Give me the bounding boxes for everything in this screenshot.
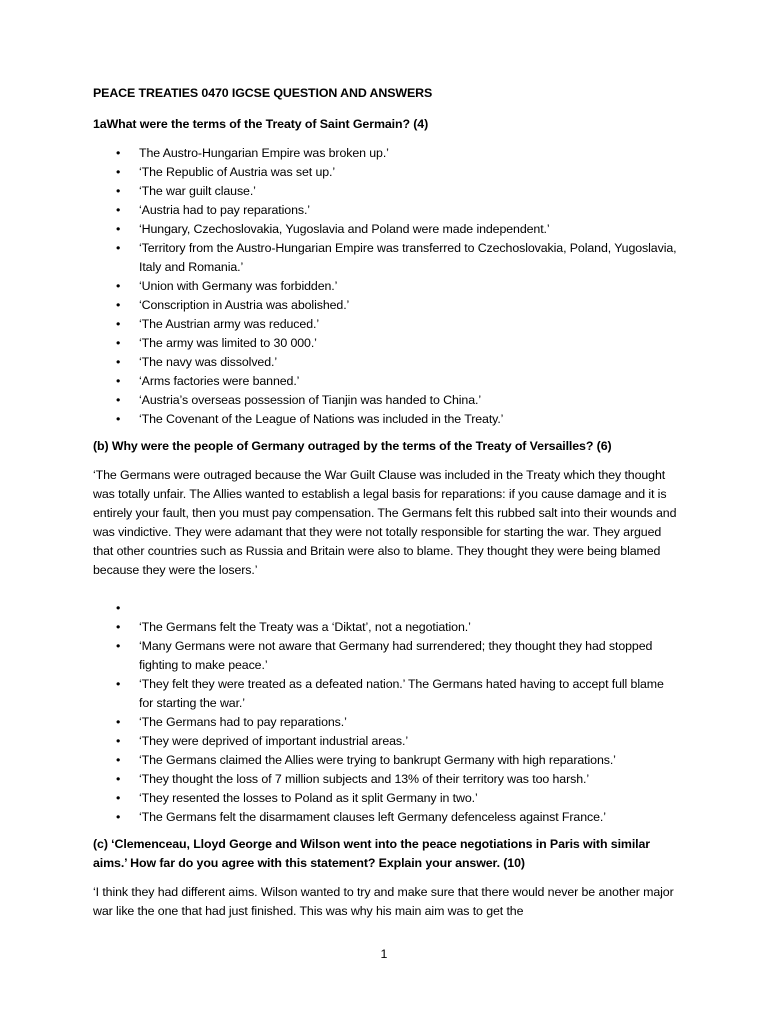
question-1a-answer-item-text: The Austro-Hungarian Empire was broken up.’ xyxy=(139,146,389,160)
bullet-icon: • xyxy=(116,620,121,634)
question-b-answer-item-text: ‘The Germans claimed the Allies were trying to bankrupt Germany with high reparations.’ xyxy=(139,753,616,767)
bullet-icon: • xyxy=(116,317,121,331)
question-1a-answer-item xyxy=(93,144,678,163)
question-1a-answer-item-text: ‘Conscription in Austria was abolished.’ xyxy=(139,298,350,312)
question-b-answer-item xyxy=(93,675,678,713)
question-1a-answer-item xyxy=(93,353,678,372)
question-c-heading: (c) ‘Clemenceau, Lloyd George and Wilson went into the peace negotiations in Paris with similar aims.’ How far do you agree with this statement? Explain your answer. (10) xyxy=(93,837,651,870)
question-1a-answer-item-text: ‘Territory from the Austro-Hungarian Empire was transferred to Czechoslovakia, Poland, Yugoslavia, Italy and Romania.’ xyxy=(139,241,677,274)
question-b-answer-item-text: ‘The Germans had to pay reparations.’ xyxy=(139,715,347,729)
bullet-icon: • xyxy=(116,393,121,407)
bullet-icon: • xyxy=(116,810,121,824)
question-1a-answer-item-text: ‘Union with Germany was forbidden.’ xyxy=(139,279,338,293)
question-b-answer-item-text: ‘Many Germans were not aware that Germany had surrendered; they thought they had stopped fighting to make peace.’ xyxy=(139,639,653,672)
question-1a-answer-item xyxy=(93,296,678,315)
bullet-icon: • xyxy=(116,203,121,217)
question-b-answer-item xyxy=(93,637,678,675)
bullet-icon: • xyxy=(116,355,121,369)
question-b-answer-item-text: ‘They thought the loss of 7 million subjects and 13% of their territory was too harsh.’ xyxy=(139,772,589,786)
question-b-answer-item xyxy=(93,732,678,751)
question-b-heading: (b) Why were the people of Germany outraged by the terms of the Treaty of Versailles? (6) xyxy=(93,439,612,453)
bullet-icon: • xyxy=(116,601,121,615)
bullet-icon: • xyxy=(116,791,121,805)
question-1a-answer-item xyxy=(93,182,678,201)
question-1a-answer-item-text: ‘The navy was dissolved.’ xyxy=(139,355,277,369)
question-b-answer-item xyxy=(93,599,678,618)
question-c-paragraph: ‘I think they had different aims. Wilson wanted to try and make sure that there would never be another major war like the one that had just finished. This was why his main aim was to get the xyxy=(93,885,674,918)
question-1a-answer-item xyxy=(93,410,678,429)
question-1a-answer-item xyxy=(93,201,678,220)
question-1a-answer-item xyxy=(93,334,678,353)
question-b-answer-item-text: ‘The Germans felt the Treaty was a ‘Diktat’, not a negotiation.’ xyxy=(139,620,471,634)
document-title: PEACE TREATIES 0470 IGCSE QUESTION AND ANSWERS xyxy=(93,86,433,100)
question-1a-answer-item-text: ‘The Republic of Austria was set up.’ xyxy=(139,165,336,179)
bullet-icon: • xyxy=(116,715,121,729)
question-b-answer-item-text: ‘They felt they were treated as a defeated nation.’ The Germans hated having to accept full blame for starting the war.’ xyxy=(139,677,664,710)
question-1a-answer-item-text: ‘The Austrian army was reduced.’ xyxy=(139,317,319,331)
question-1a-answer-item xyxy=(93,239,678,277)
question-b-answer-list xyxy=(93,599,678,827)
bullet-icon: • xyxy=(116,146,121,160)
bullet-icon: • xyxy=(116,298,121,312)
bullet-icon: • xyxy=(116,184,121,198)
bullet-icon: • xyxy=(116,772,121,786)
question-1a-answer-item-text: ‘Austria’s overseas possession of Tianjin was handed to China.’ xyxy=(139,393,481,407)
question-b-answer-item xyxy=(93,770,678,789)
bullet-icon: • xyxy=(116,165,121,179)
bullet-icon: • xyxy=(116,241,121,255)
bullet-icon: • xyxy=(116,336,121,350)
question-1a-answer-item xyxy=(93,315,678,334)
question-b-answer-item xyxy=(93,789,678,808)
question-1a-answer-item-text: ‘The army was limited to 30 000.’ xyxy=(139,336,317,350)
bullet-icon: • xyxy=(116,639,121,653)
bullet-icon: • xyxy=(116,677,121,691)
question-1a-answer-item-text: ‘Hungary, Czechoslovakia, Yugoslavia and Poland were made independent.’ xyxy=(139,222,550,236)
document-page xyxy=(93,84,678,940)
bullet-icon: • xyxy=(116,222,121,236)
question-b-paragraph: ‘The Germans were outraged because the War Guilt Clause was included in the Treaty which they thought was totally unfair. The Allies wanted to establish a legal basis for reparations: if you cause damage and it is entirely your fault, then you must pay compensation. The Germans felt this rubbed salt into their wounds and was vindictive. They were adamant that they were not totally responsible for starting the war. They argued that other countries such as Russia and Britain were also to blame. They thought they were being blamed because they were the losers.’ xyxy=(93,468,677,577)
question-1a-answer-item-text: ‘Austria had to pay reparations.’ xyxy=(139,203,310,217)
question-b-answer-item xyxy=(93,618,678,637)
question-1a-answer-item xyxy=(93,163,678,182)
bullet-icon: • xyxy=(116,279,121,293)
question-b-answer-item xyxy=(93,751,678,770)
question-b-answer-item xyxy=(93,713,678,732)
question-1a-answer-list xyxy=(93,144,678,429)
question-1a-answer-item xyxy=(93,372,678,391)
question-b-answer-item-text: ‘The Germans felt the disarmament clauses left Germany defenceless against France.’ xyxy=(139,810,606,824)
question-b-answer-item-text: ‘They resented the losses to Poland as it split Germany in two.’ xyxy=(139,791,478,805)
bullet-icon: • xyxy=(116,753,121,767)
bullet-icon: • xyxy=(116,412,121,426)
question-1a-answer-item xyxy=(93,391,678,410)
question-1a-answer-item xyxy=(93,220,678,239)
question-1a-answer-item-text: ‘Arms factories were banned.’ xyxy=(139,374,300,388)
question-1a-answer-item-text: ‘The war guilt clause.’ xyxy=(139,184,256,198)
question-1a-heading: 1aWhat were the terms of the Treaty of Saint Germain? (4) xyxy=(93,117,429,131)
question-1a-answer-item-text: ‘The Covenant of the League of Nations was included in the Treaty.’ xyxy=(139,412,504,426)
question-b-answer-item xyxy=(93,808,678,827)
page-number: 1 xyxy=(380,947,388,961)
question-1a-answer-item xyxy=(93,277,678,296)
bullet-icon: • xyxy=(116,734,121,748)
question-b-answer-item-text: ‘They were deprived of important industrial areas.’ xyxy=(139,734,409,748)
bullet-icon: • xyxy=(116,374,121,388)
